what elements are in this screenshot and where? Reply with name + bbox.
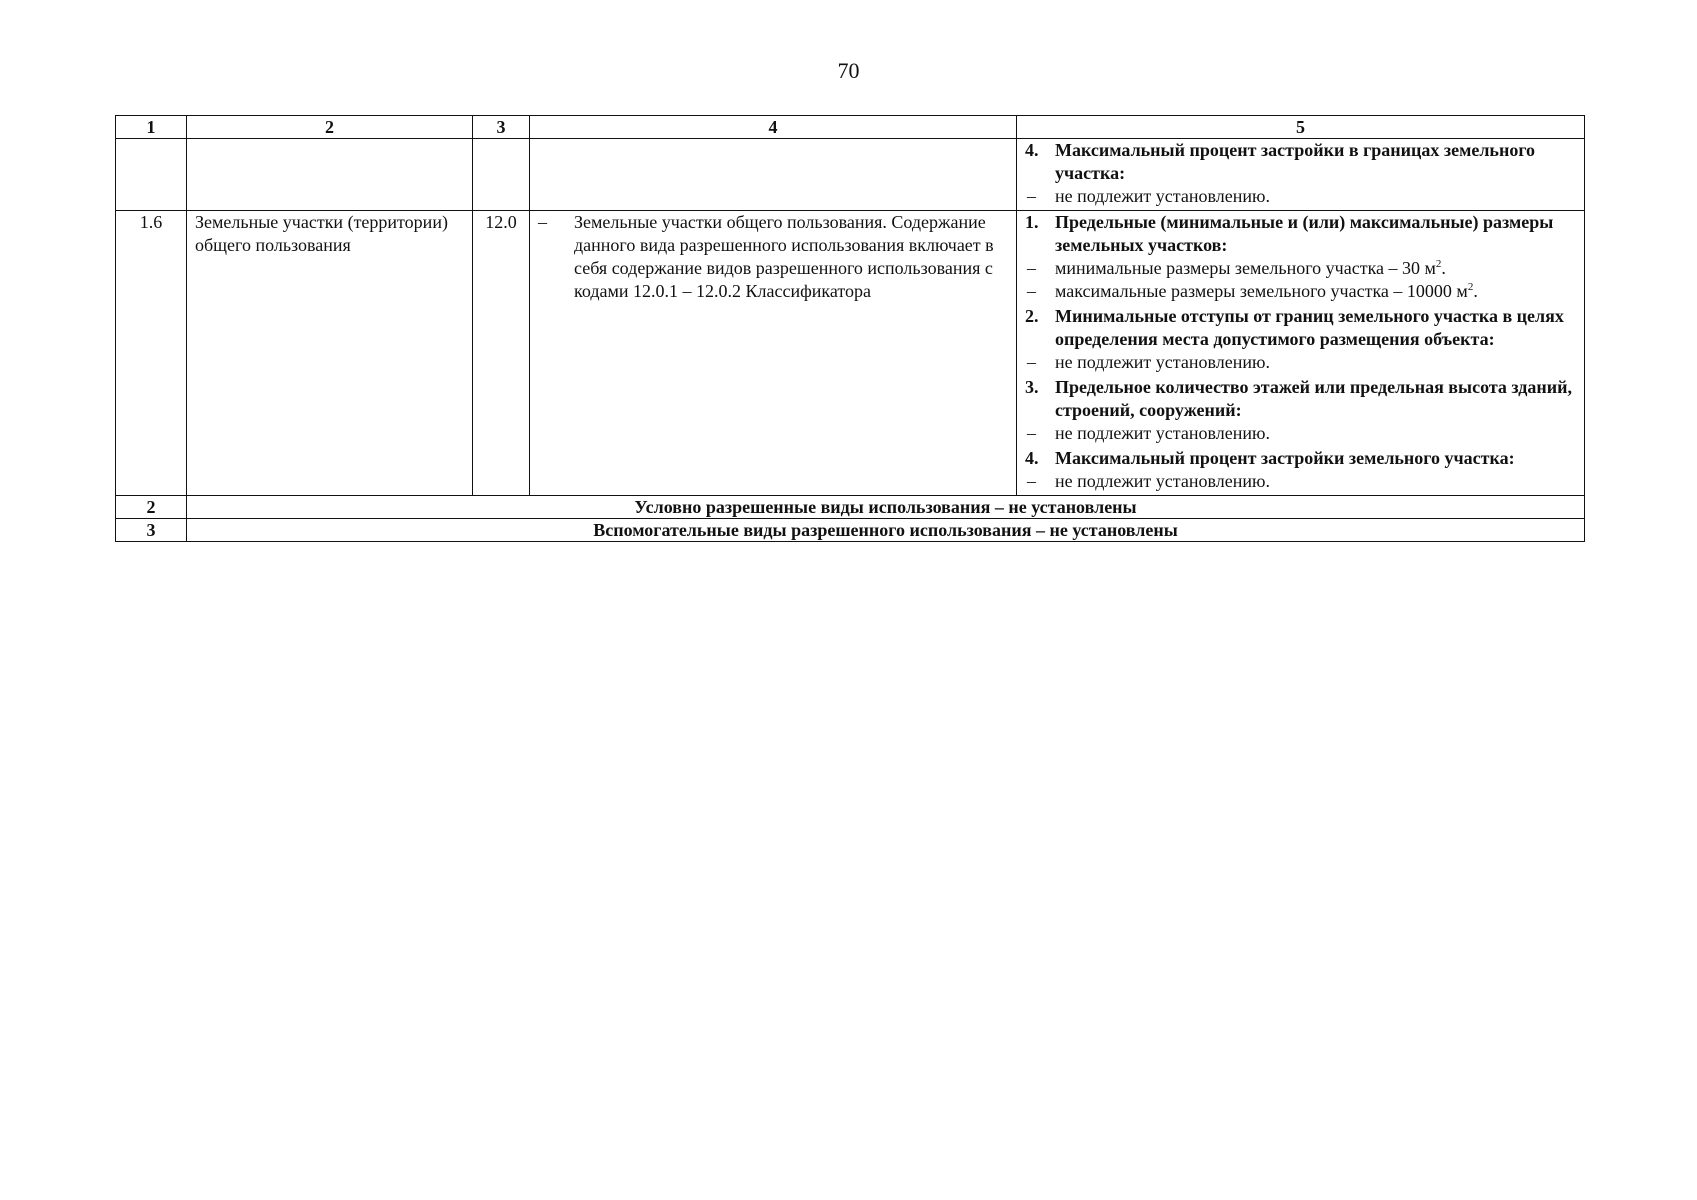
- classifier-code: 12.0: [473, 211, 530, 496]
- cell-parameters: [1017, 139, 1585, 211]
- dash-marker: –: [1027, 352, 1036, 372]
- cell-parameters: [1017, 211, 1585, 496]
- list-item-text: [1055, 257, 1576, 280]
- parameter-number: 4.: [1025, 448, 1039, 468]
- land-use-description: [530, 211, 1017, 496]
- parameter-block: [1025, 376, 1576, 445]
- row-number: 1.6: [116, 211, 187, 496]
- table-row-2: [116, 496, 1585, 519]
- list-item: [1025, 280, 1576, 303]
- column-header-2: 2: [187, 116, 473, 139]
- list-item: [1025, 185, 1576, 208]
- page-number: 70: [837, 58, 860, 83]
- list-item: [1025, 351, 1576, 374]
- column-header-3: 3: [473, 116, 530, 139]
- row-number: 2: [116, 496, 187, 519]
- conditional-uses-note: Условно разрешенные виды использования – не установлены: [187, 496, 1585, 519]
- parameter-title: Максимальный процент застройки земельного участка:: [1055, 448, 1515, 468]
- superscript: 2: [1467, 281, 1474, 293]
- list-item: [1025, 257, 1576, 280]
- dash-marker: –: [538, 212, 547, 232]
- list-item-value: максимальные размеры земельного участка – 10000 м: [1055, 281, 1468, 301]
- parameter-number: 1.: [1025, 212, 1039, 232]
- column-header-4: 4: [530, 116, 1017, 139]
- list-item-text: не подлежит установлению.: [1055, 471, 1270, 491]
- parameter-title: Максимальный процент застройки в границах земельного участка:: [1055, 140, 1536, 183]
- dash-marker: –: [1027, 423, 1036, 443]
- table-row-1-6: [116, 211, 1585, 496]
- land-use-name: Земельные участки (территории) общего пользования: [187, 211, 473, 496]
- list-item: [1025, 470, 1576, 493]
- land-use-table: [115, 115, 1585, 542]
- list-item-value: минимальные размеры земельного участка – 30 м: [1055, 258, 1436, 278]
- parameter-title: Предельные (минимальные и (или) максимальные) размеры земельных участков:: [1055, 212, 1554, 255]
- auxiliary-uses-note: Вспомогательные виды разрешенного использования – не установлены: [187, 519, 1585, 542]
- list-item-text: не подлежит установлению.: [1055, 352, 1270, 372]
- cell-empty: [187, 139, 473, 211]
- table-row-3: [116, 519, 1585, 542]
- dash-marker: –: [1027, 258, 1036, 278]
- punctuation: .: [1473, 281, 1478, 301]
- parameter-number: 3.: [1025, 377, 1039, 397]
- dash-marker: –: [1027, 471, 1036, 491]
- cell-empty: [116, 139, 187, 211]
- superscript: 2: [1435, 258, 1442, 270]
- parameter-title: Минимальные отступы от границ земельного участка в целях определения места допустимого размещения объекта:: [1055, 306, 1564, 349]
- parameter-number: 2.: [1025, 306, 1039, 326]
- cell-empty: [473, 139, 530, 211]
- dash-marker: –: [1027, 281, 1036, 301]
- parameter-number: 4.: [1025, 140, 1039, 160]
- parameter-title: Предельное количество этажей или предельная высота зданий, строений, сооружений:: [1055, 377, 1573, 420]
- parameter-block: [1025, 139, 1576, 208]
- column-header-5: 5: [1017, 116, 1585, 139]
- row-number: 3: [116, 519, 187, 542]
- description-text: Земельные участки общего пользования. Содержание данного вида разрешенного использования включает в себя содержание видов разрешенного использования с кодами 12.0.1 – 12.0.2 Классификатора: [574, 212, 994, 301]
- parameter-block: [1025, 305, 1576, 374]
- column-number-row: [116, 116, 1585, 139]
- dash-marker: –: [1027, 186, 1036, 206]
- list-item: [1025, 422, 1576, 445]
- parameter-block: [1025, 447, 1576, 493]
- parameter-block: [1025, 211, 1576, 303]
- punctuation: .: [1441, 258, 1446, 278]
- list-item-text: не подлежит установлению.: [1055, 186, 1270, 206]
- cell-empty: [530, 139, 1017, 211]
- table-row-continuation: [116, 139, 1585, 211]
- list-item-text: не подлежит установлению.: [1055, 423, 1270, 443]
- list-item-text: [1055, 280, 1576, 303]
- column-header-1: 1: [116, 116, 187, 139]
